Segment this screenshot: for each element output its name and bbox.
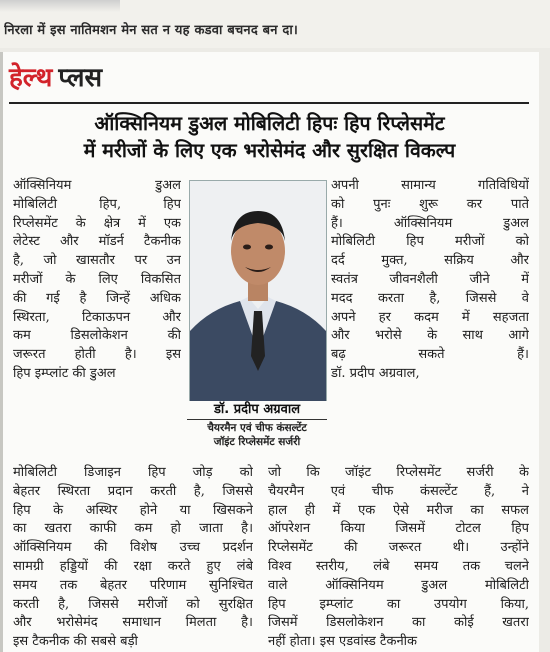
- body-text-line: है, जो खासतौर पर उन: [13, 253, 181, 269]
- headline-line-2: में मरीजों के लिए एक भरोसेमंद और सुरक्षित विकल्प: [83, 139, 456, 162]
- body-text-line: मोबिलिटी डिजाइन हिप जोड़ को: [13, 465, 253, 480]
- section-masthead: [9, 58, 102, 98]
- photo-caption: [183, 401, 331, 449]
- headline-line-1: ऑक्सिनियम डुअल मोबिलिटी हिपः हिप रिप्लेसमेंट: [94, 112, 445, 135]
- body-text-line: चैयरमैन एवं चीफ कंसल्टेंट हैं, ने: [268, 483, 529, 499]
- article-headline: [17, 110, 522, 164]
- body-text-line: और भरोसेमंद समाधान मिलता है।: [13, 615, 253, 631]
- body-text-line: जिसमें डिसलोकेशन का कोई खतरा: [268, 615, 529, 631]
- body-text-line: स्थिरता, टिकाऊपन और: [13, 309, 181, 325]
- body-text-line: लेटेस्ट और मॉडर्न टैकनीक: [13, 234, 181, 250]
- body-text-line: वाले ऑक्सिनियम डुअल मोबिलिटी: [268, 577, 529, 593]
- body-text-line: का खतरा काफी कम हो जाता है।: [13, 521, 253, 537]
- body-text-line: स्वतंत्र जीवनशैली जीने में: [331, 271, 529, 287]
- page-shadow: [0, 0, 120, 12]
- body-text-line: अपने हर कदम में सहजता: [331, 309, 529, 325]
- body-text-line: कम डिसलोकेशन की: [13, 328, 181, 344]
- body-text-line: रिप्लेसमेंट के क्षेत्र में एक: [13, 215, 181, 231]
- body-column-right-bottom: [268, 464, 529, 652]
- body-text-line: हिप इम्प्लांट की डुअल: [13, 365, 116, 381]
- body-text-line: मरीजों के लिए विकसित: [13, 271, 181, 287]
- body-text-line: इस टैकनीक की सबसे बड़ी: [13, 634, 138, 650]
- body-text-line: जरूरत होती है। इस: [13, 347, 181, 363]
- body-text-line: ऑक्सिनियम की विशेष उच्च प्रदर्शन: [13, 540, 253, 556]
- body-text-line: करती है, जिससे मरीजों को सुरक्षित: [13, 596, 253, 612]
- previous-article-text: निरला में इस नातिमशन मेन सत न यह कडवा बचनद बन दा।: [4, 23, 299, 38]
- body-text-line: हैं। ऑक्सिनियम डुअल: [331, 215, 529, 231]
- doctor-photo: [189, 180, 327, 402]
- body-text-line: की गई है जिन्हें अधिक: [13, 290, 181, 306]
- body-text-line: और भरोसे के साथ आगे: [331, 328, 529, 344]
- body-text-line: मदद करता है, जिससे वे: [331, 290, 529, 306]
- body-text-line: दर्द मुक्त, सक्रिय और: [331, 253, 529, 269]
- caption-title-2: जॉइंट रिप्लेसमेंट सर्जरी: [213, 436, 301, 448]
- body-text-line: सामग्री हड्डियों की रक्षा करते हुए लंबे: [13, 558, 253, 574]
- body-text-line: नहीं होता। इस एडवांस्ड टैकनीक: [268, 634, 418, 650]
- caption-title-1: चैयरमैन एवं चीफ कंसल्टेंट: [207, 422, 307, 434]
- doctor-portrait-illustration: [190, 181, 326, 401]
- body-text-line: बेहतर स्थिरता प्रदान करती है, जिससे: [13, 483, 253, 499]
- body-column-left: [13, 177, 181, 384]
- body-text-line: समय तक बेहतर परिणाम सुनिश्चित: [13, 577, 253, 593]
- body-text-line: हिप के अस्थिर होने या खिसकने: [13, 502, 253, 518]
- body-text-line: ऑपरेशन किया जिसमें टोटल हिप: [268, 521, 529, 537]
- body-text-line: डॉ. प्रदीप अग्रवाल,: [331, 365, 420, 381]
- body-text-line: मोबिलिटी हिप मरीजों को: [331, 234, 529, 250]
- masthead-rule: [9, 102, 529, 104]
- body-text-line: ऑक्सिनियम डुअल: [13, 178, 181, 193]
- body-text-line: बढ़ सकते हैं।: [331, 347, 529, 363]
- caption-rule: [187, 419, 327, 420]
- masthead-plus: प्लस: [58, 63, 103, 93]
- body-text-line: अपनी सामान्य गतिविधियों: [331, 178, 529, 193]
- body-text-line: जो कि जॉइंट रिप्लेसमेंट सर्जरी के: [268, 465, 529, 480]
- body-text-line: हाल ही में एक ऐसे मरीज का सफल: [268, 502, 529, 518]
- masthead-health: हेल्थ: [9, 63, 53, 93]
- body-text-line: रिप्लेसमेंट की जरूरत थी। उन्होंने: [268, 540, 529, 556]
- newspaper-article: [0, 52, 539, 652]
- body-text-line: हिप इम्प्लांट का उपयोग किया,: [268, 596, 529, 612]
- body-column-left-bottom: [13, 464, 253, 652]
- body-text-line: को पुनः शुरू कर पाते: [331, 196, 529, 212]
- previous-article-strip: [0, 0, 550, 48]
- body-text-line: मोबिलिटी हिप, हिप: [13, 196, 181, 212]
- body-text-line: विश्व स्तरीय, लंबे समय तक चलने: [268, 558, 529, 574]
- caption-name: डॉ. प्रदीप अग्रवाल: [213, 402, 301, 417]
- body-column-right: [331, 177, 529, 384]
